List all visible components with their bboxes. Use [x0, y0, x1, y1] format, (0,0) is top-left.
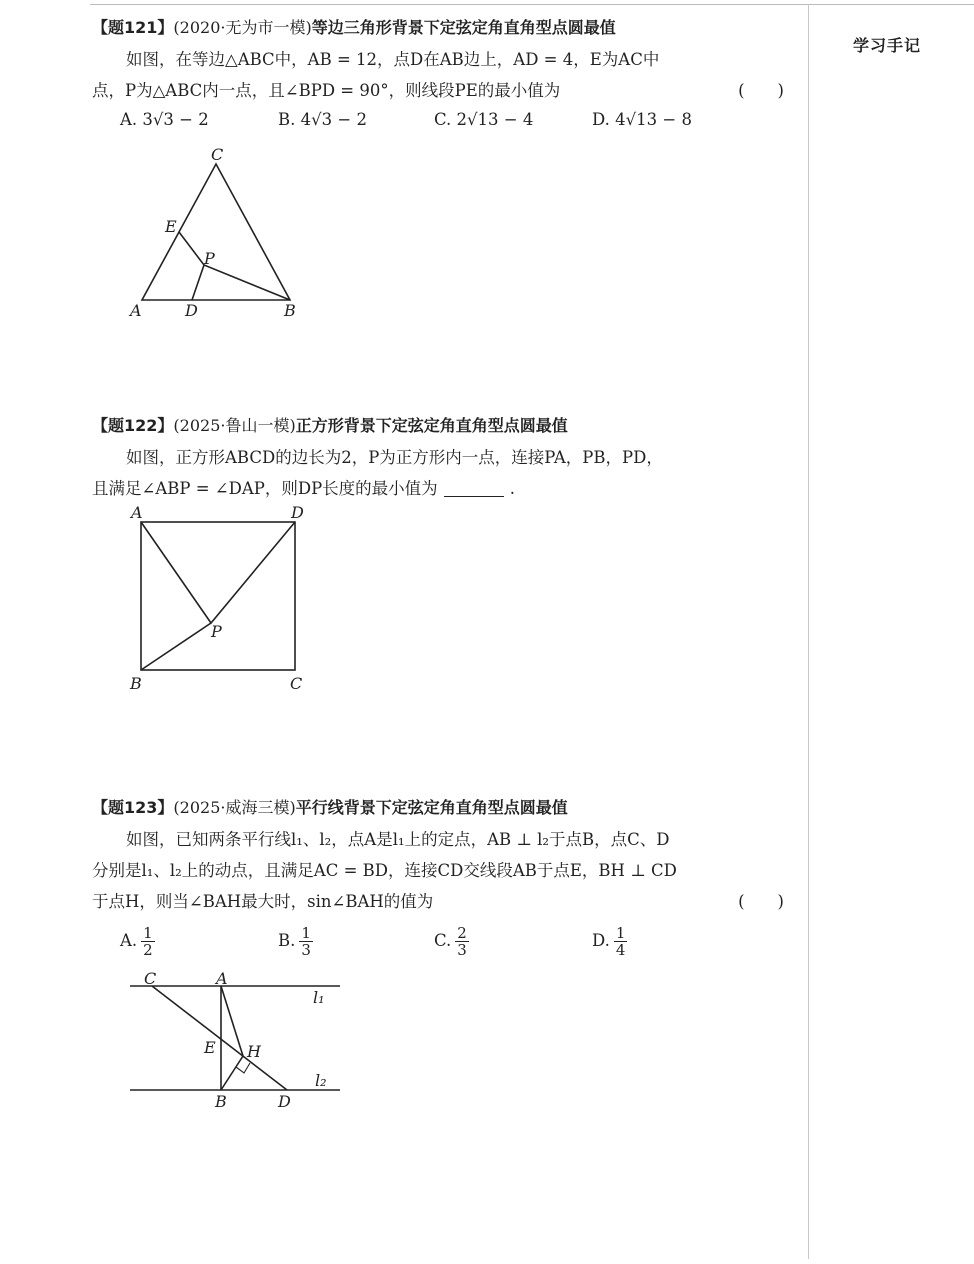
option-a[interactable]	[120, 925, 155, 958]
fraction	[141, 925, 155, 958]
square-abcd	[141, 522, 295, 670]
problem-topic: 平行线背景下定弦定角直角型点圆最值	[295, 798, 568, 817]
problem-topic: 等边三角形背景下定弦定角直角型点圆最值	[311, 18, 616, 37]
statement-line-with-paren	[92, 886, 792, 917]
problem-header	[92, 797, 792, 819]
label-h: H	[247, 1042, 261, 1061]
option-b[interactable]	[278, 925, 313, 958]
label-d: D	[185, 301, 198, 320]
statement-line-with-paren	[92, 75, 792, 106]
label-a: A	[131, 503, 143, 522]
problem-statement	[92, 824, 792, 917]
statement-line: 于点H，则当∠BAH最大时，sin∠BAH的值为	[92, 892, 434, 911]
segment-c-d	[152, 986, 287, 1090]
problem-number: 【题123】	[92, 798, 174, 817]
label-p: P	[204, 249, 215, 268]
answer-blank[interactable]	[444, 478, 504, 497]
problem-source: (2025·鲁山一模)	[173, 416, 296, 435]
problem-statement	[92, 442, 792, 504]
denominator: 3	[457, 941, 467, 959]
answer-options	[92, 921, 792, 965]
statement-line: 如图，在等边△ABC中，AB = 12，点D在AB边上，AD = 4，E为AC中	[126, 50, 660, 69]
problem-header	[92, 415, 792, 437]
option-letter: D.	[592, 931, 610, 950]
answer-options	[92, 110, 792, 144]
label-d: D	[291, 503, 304, 522]
answer-paren: ( )	[738, 892, 784, 911]
label-e: E	[165, 217, 177, 236]
numerator: 1	[615, 924, 626, 942]
sidebar-title: 学习手记	[853, 36, 922, 55]
label-b: B	[130, 674, 142, 693]
numerator: 1	[301, 924, 311, 942]
denominator: 4	[615, 941, 626, 959]
fraction	[455, 925, 469, 958]
label-a: A	[216, 969, 228, 988]
option-b[interactable]: B. 4√3 − 2	[278, 110, 367, 129]
statement-line: 点，P为△ABC内一点，且∠BPD = 90°，则线段PE的最小值为	[92, 81, 561, 100]
answer-paren: ( )	[738, 81, 784, 100]
numerator: 2	[457, 924, 467, 942]
figure-square	[125, 500, 325, 695]
problem-121	[92, 17, 792, 144]
segment-a-h	[221, 986, 243, 1056]
problem-source: (2025·威海三模)	[173, 798, 296, 817]
option-letter: C.	[434, 931, 452, 950]
option-letter: B.	[278, 931, 296, 950]
label-p: P	[211, 622, 222, 641]
margin-divider	[808, 4, 809, 1259]
segment-a-p-d	[141, 522, 295, 623]
label-c: C	[211, 145, 224, 164]
problem-number: 【题121】	[92, 18, 174, 37]
segment-b-p	[141, 623, 211, 670]
segment-b-h	[221, 1056, 243, 1090]
label-c: C	[290, 674, 303, 693]
option-d[interactable]	[592, 925, 627, 958]
option-c[interactable]	[434, 925, 469, 958]
statement-line: 分别是l₁、l₂上的动点，且满足AC = BD，连接CD交线段AB于点E，BH ⊥ CD	[92, 861, 677, 880]
top-rule	[90, 4, 974, 5]
problem-number: 【题122】	[92, 416, 174, 435]
label-b: B	[284, 301, 296, 320]
label-l1: l₁	[313, 988, 325, 1007]
numerator: 1	[143, 924, 153, 942]
label-d: D	[278, 1092, 291, 1111]
problem-122	[92, 415, 792, 504]
statement-line: 如图，正方形ABCD的边长为2，P为正方形内一点，连接PA，PB，PD，	[126, 448, 663, 467]
figure-triangle	[120, 140, 320, 325]
statement-line: 如图，已知两条平行线l₁、l₂，点A是l₁上的定点，AB ⊥ l₂于点B，点C、D	[126, 830, 670, 849]
label-b: B	[215, 1092, 227, 1111]
problem-123	[92, 797, 792, 965]
fraction	[299, 925, 313, 958]
option-c[interactable]: C. 2√13 − 4	[434, 110, 534, 129]
statement-end: .	[509, 479, 515, 498]
label-a: A	[130, 301, 142, 320]
problem-source: (2020·无为市一模)	[173, 18, 312, 37]
problem-header	[92, 17, 792, 39]
label-e: E	[204, 1038, 216, 1057]
label-l2: l₂	[315, 1071, 327, 1090]
denominator: 3	[301, 941, 311, 959]
option-letter: A.	[120, 931, 138, 950]
option-a[interactable]: A. 3√3 − 2	[120, 110, 209, 129]
label-c: C	[144, 969, 157, 988]
denominator: 2	[143, 941, 153, 959]
statement-line: 且满足∠ABP = ∠DAP，则DP长度的最小值为	[92, 479, 438, 498]
figure-parallel-lines	[120, 965, 350, 1115]
option-d[interactable]: D. 4√13 − 8	[592, 110, 692, 129]
segment-d-p	[192, 265, 204, 300]
fraction	[614, 925, 628, 958]
problem-topic: 正方形背景下定弦定角直角型点圆最值	[295, 416, 568, 435]
problem-statement	[92, 44, 792, 106]
